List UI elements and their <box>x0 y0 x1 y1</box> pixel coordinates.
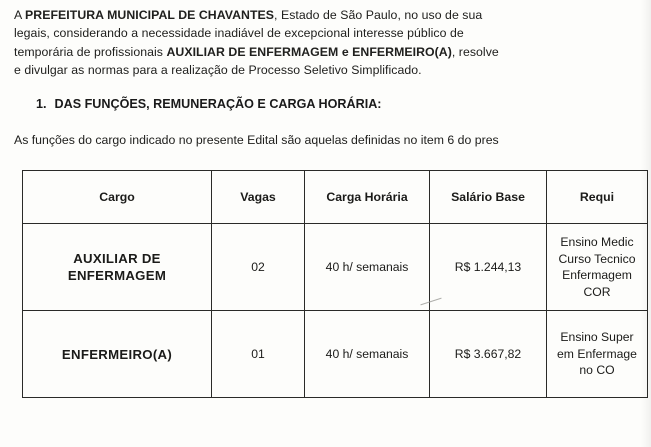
entity-prefeitura: PREFEITURA MUNICIPAL DE CHAVANTES <box>25 8 275 22</box>
cell-cargo <box>23 311 212 398</box>
cell-carga-horaria: 40 h/ semanais <box>305 311 430 398</box>
table-header-row <box>23 171 648 224</box>
cargo-line-2: ENFERMAGEM <box>67 268 167 283</box>
funcoes-table <box>22 170 648 398</box>
requisito-line: Curso Tecnico <box>558 251 636 266</box>
intro-line-1 <box>14 6 651 24</box>
requisito-line: em Enfermage <box>557 346 637 361</box>
cell-salario-base: R$ 1.244,13 <box>430 224 547 311</box>
intro-line-3 <box>14 43 651 61</box>
cell-cargo <box>23 224 212 311</box>
intro-line-2: legais, considerando a necessidade inadiável de excepcional interesse público de <box>14 26 464 41</box>
lead-paragraph: As funções do cargo indicado no presente Edital são aquelas definidas no item 6 do pres <box>14 133 499 147</box>
cell-requisitos <box>547 311 648 398</box>
cargo-line-1: AUXILIAR DE <box>73 251 161 266</box>
cell-vagas: 01 <box>212 311 305 398</box>
cargo-line-1: ENFERMEIRO(A) <box>61 346 173 362</box>
intro-line-3-suffix: , resolve <box>451 44 499 59</box>
cell-vagas: 02 <box>212 224 305 311</box>
requisito-line: no CO <box>579 363 615 378</box>
section-heading <box>36 97 382 111</box>
intro-line-3-prefix: temporária de profissionais <box>14 44 167 59</box>
requisito-line: Ensino Medic <box>560 235 634 249</box>
table-row <box>23 224 648 311</box>
intro-paragraph <box>14 6 651 80</box>
requisito-line: COR <box>583 284 611 299</box>
column-header-salario-base: Salário Base <box>430 171 547 224</box>
requisito-line: Enfermagem <box>562 268 632 282</box>
section-number: 1. <box>36 97 47 111</box>
cell-salario-base: R$ 3.667,82 <box>430 311 547 398</box>
requisito-line: Ensino Super <box>560 330 634 345</box>
column-header-carga-horaria: Carga Horária <box>305 171 430 224</box>
table-row <box>23 311 648 398</box>
column-header-vagas: Vagas <box>212 171 305 224</box>
intro-line-4: e divulgar as normas para a realização de Processo Seletivo Simplificado. <box>14 63 422 78</box>
section-title: DAS FUNÇÕES, REMUNERAÇÃO E CARGA HORÁRIA: <box>54 97 382 111</box>
cell-carga-horaria: 40 h/ semanais <box>305 224 430 311</box>
intro-line-1-prefix: A <box>14 8 26 22</box>
column-header-requisitos: Requi <box>547 171 648 224</box>
column-header-cargo: Cargo <box>23 171 212 224</box>
entity-cargos: AUXILIAR DE ENFERMAGEM e ENFERMEIRO(A) <box>166 44 452 59</box>
cell-requisitos <box>547 224 648 311</box>
intro-line-1-suffix: , Estado de São Paulo, no uso de sua <box>274 8 483 22</box>
